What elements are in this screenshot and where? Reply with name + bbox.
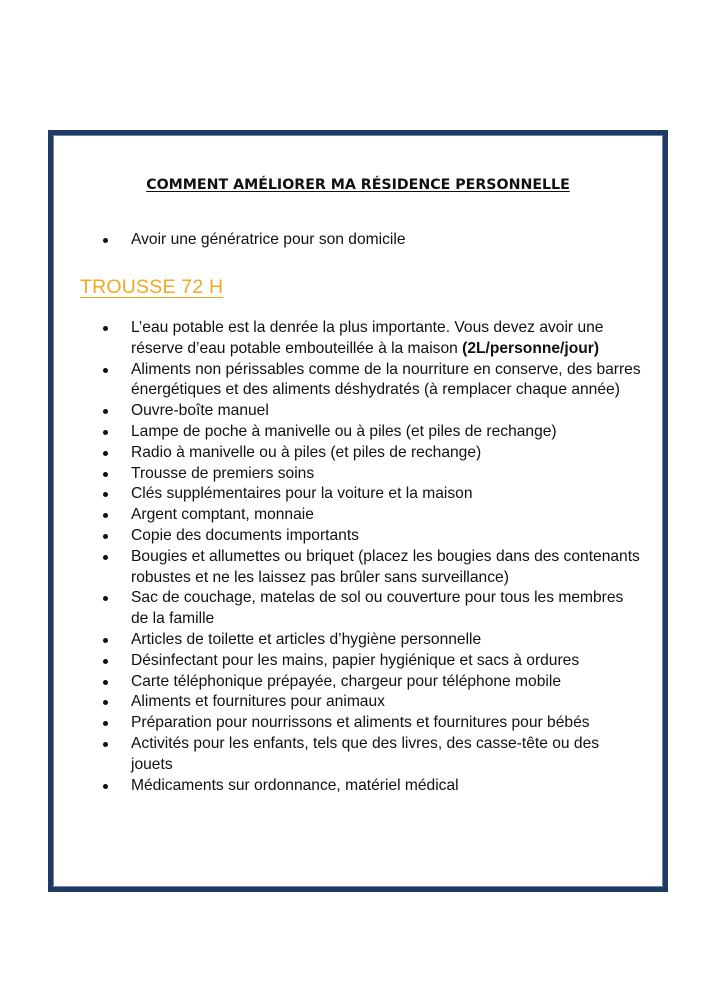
bullet-icon: [103, 238, 108, 243]
bullet-icon: [103, 326, 108, 331]
list-item-text: Carte téléphonique prépayée, chargeur pour téléphone mobile: [131, 672, 561, 690]
list-item: [103, 230, 643, 251]
list-item: [103, 422, 643, 443]
list-item-text: Articles de toilette et articles d’hygiène personnelle: [131, 630, 482, 648]
bullet-icon: [103, 721, 108, 726]
list-item: [103, 484, 643, 505]
list-item-text: Copie des documents importants: [131, 526, 359, 544]
list-item: [103, 630, 643, 651]
intro-list: [103, 230, 643, 251]
list-item: [103, 776, 643, 797]
list-item: [103, 692, 643, 713]
page-title: COMMENT AMÉLIORER MA RÉSIDENCE PERSONNELLE: [146, 177, 570, 193]
bullet-icon: [103, 784, 108, 789]
list-item: [103, 588, 643, 630]
bullet-icon: [103, 596, 108, 601]
bullet-icon: [103, 534, 108, 539]
list-item: [103, 464, 643, 485]
list-item-text: Trousse de premiers soins: [131, 464, 315, 482]
list-item-text: Activités pour les enfants, tels que des livres, des casse-tête ou des jouets: [131, 734, 600, 773]
list-item-text: Avoir une génératrice pour son domicile: [131, 231, 406, 248]
bullet-icon: [103, 638, 108, 643]
list-item-text: Bougies et allumettes ou briquet (placez les bougies dans des contenants robustes et ne les laissez pas brûler sans surveillance): [131, 547, 640, 586]
list-item-text: Lampe de poche à manivelle ou à piles (et piles de rechange): [131, 422, 557, 440]
list-item: [103, 651, 643, 672]
list-item: [103, 318, 643, 360]
section-heading: TROUSSE 72 H: [80, 276, 224, 298]
bullet-icon: [103, 368, 108, 373]
list-item: [103, 526, 643, 547]
bullet-icon: [103, 555, 108, 560]
bullet-icon: [103, 492, 108, 497]
bullet-icon: [103, 513, 108, 518]
list-item-text: L’eau potable est la denrée la plus importante. Vous devez avoir une réserve d’eau potable embouteillée à la maison: [131, 319, 604, 357]
list-item: [103, 547, 643, 589]
bullet-icon: [103, 680, 108, 685]
list-item: [103, 505, 643, 526]
bullet-icon: [103, 472, 108, 477]
document-frame: [48, 130, 668, 892]
list-item-text: Radio à manivelle ou à piles (et piles de rechange): [131, 443, 482, 461]
bullet-icon: [103, 451, 108, 456]
list-item-text: Ouvre-boîte manuel: [131, 402, 269, 420]
list-item-text: Sac de couchage, matelas de sol ou couverture pour tous les membres de la famille: [131, 589, 624, 628]
bullet-icon: [103, 430, 108, 435]
bullet-icon: [103, 742, 108, 747]
bullet-icon: [103, 659, 108, 664]
list-item: [103, 672, 643, 693]
list-item-text: Désinfectant pour les mains, papier hygiénique et sacs à ordures: [131, 651, 580, 669]
list-item-text: Argent comptant, monnaie: [131, 506, 314, 524]
list-item: [103, 734, 643, 776]
list-item-emphasis: (2L/personne/jour): [462, 339, 600, 357]
list-item-text: Préparation pour nourrissons et aliments et fournitures pour bébés: [131, 714, 590, 732]
kit-list: [103, 318, 643, 796]
list-item: [103, 360, 643, 402]
list-item-text: Médicaments sur ordonnance, matériel médical: [131, 776, 459, 794]
list-item-text: Aliments et fournitures pour animaux: [131, 693, 385, 711]
bullet-icon: [103, 700, 108, 705]
list-item-text: Aliments non périssables comme de la nourriture en conserve, des barres énergétiques et des aliments déshydratés (à remplacer chaque année): [131, 360, 641, 399]
list-item: [103, 401, 643, 422]
list-item: [103, 443, 643, 464]
list-item: [103, 713, 643, 734]
list-item-text: Clés supplémentaires pour la voiture et la maison: [131, 485, 473, 503]
bullet-icon: [103, 409, 108, 414]
